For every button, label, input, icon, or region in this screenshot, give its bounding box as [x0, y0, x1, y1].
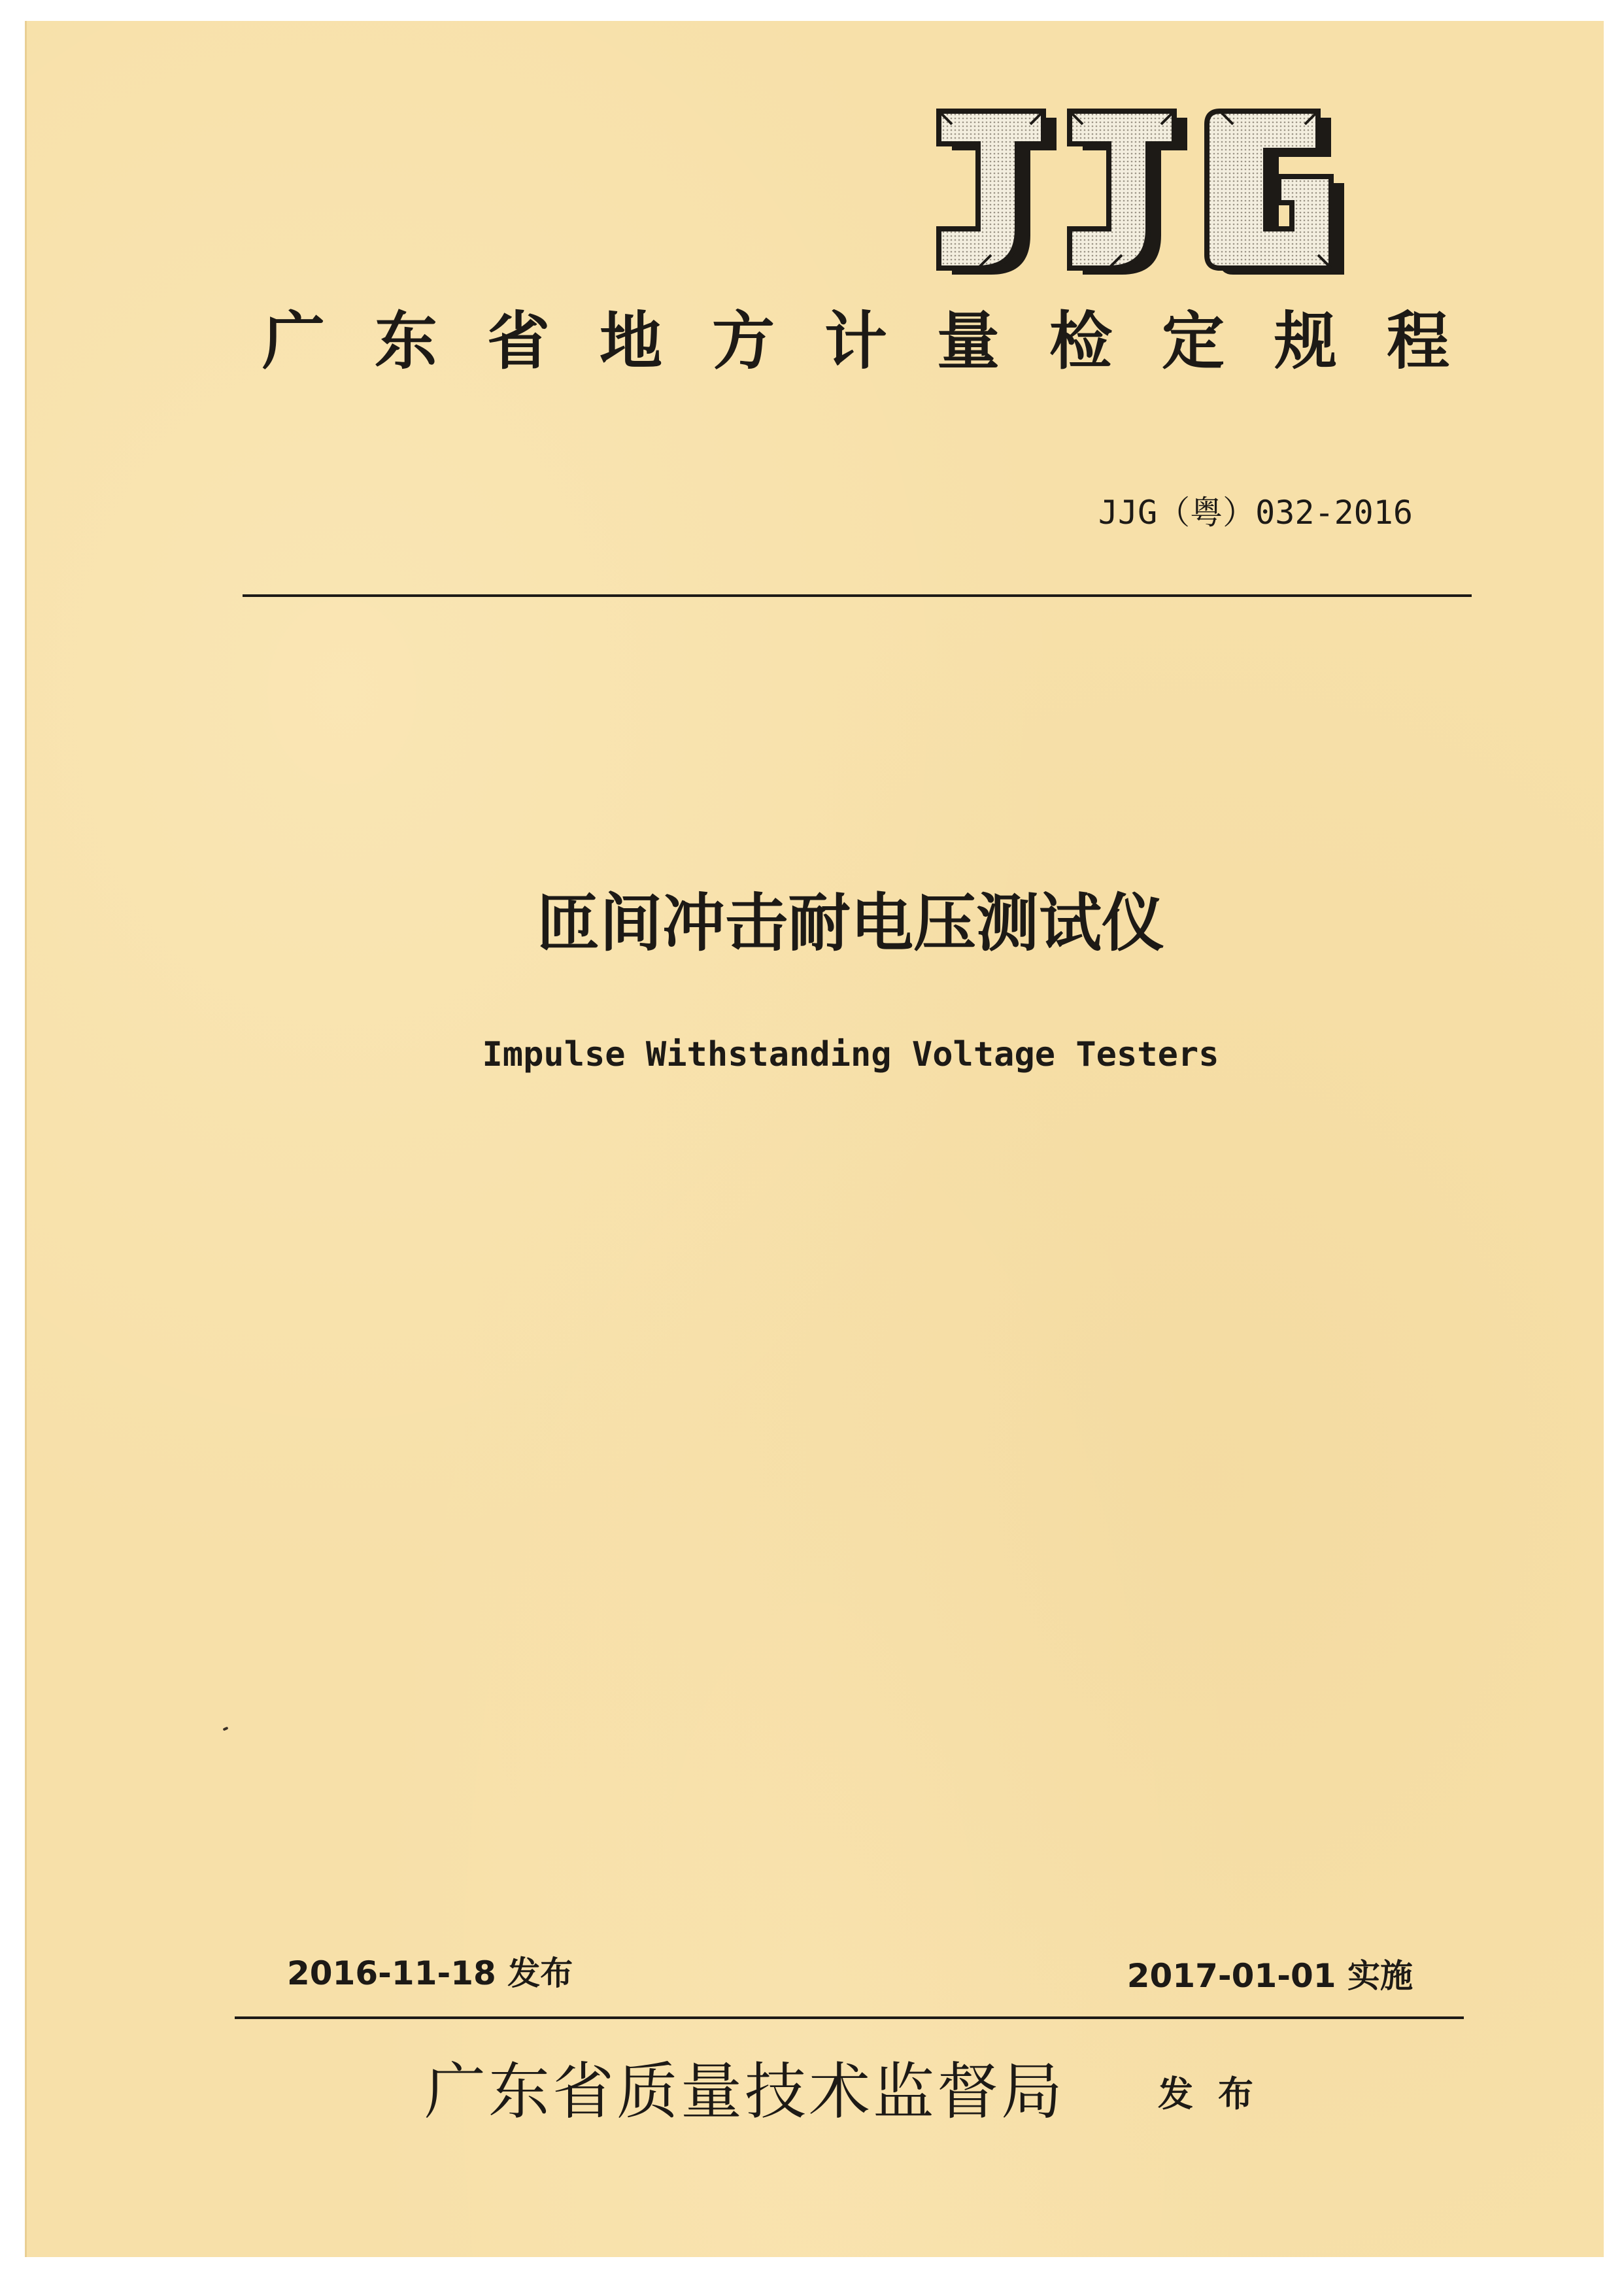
- cover-page: [25, 21, 1604, 2257]
- publisher-name: 广东省质量技术监督局: [424, 2056, 1066, 2128]
- issue-date: 2016-11-18 发布: [287, 1954, 573, 1992]
- series-title: 广东省地方计量检定规程: [262, 305, 1452, 378]
- top-divider: [243, 594, 1472, 597]
- title-chinese: 匝间冲击耐电压测试仪: [537, 887, 1164, 960]
- document-code: JJG（粤）032-2016: [1098, 494, 1413, 532]
- title-english: Impulse Withstanding Voltage Testers: [482, 1035, 1219, 1074]
- jjg-logo: [926, 105, 1357, 294]
- implementation-date: 2017-01-01 实施: [1126, 1957, 1413, 1995]
- bottom-divider: [235, 2016, 1464, 2019]
- paper-speck: [223, 1726, 229, 1731]
- publish-label: 发布: [1158, 2073, 1278, 2115]
